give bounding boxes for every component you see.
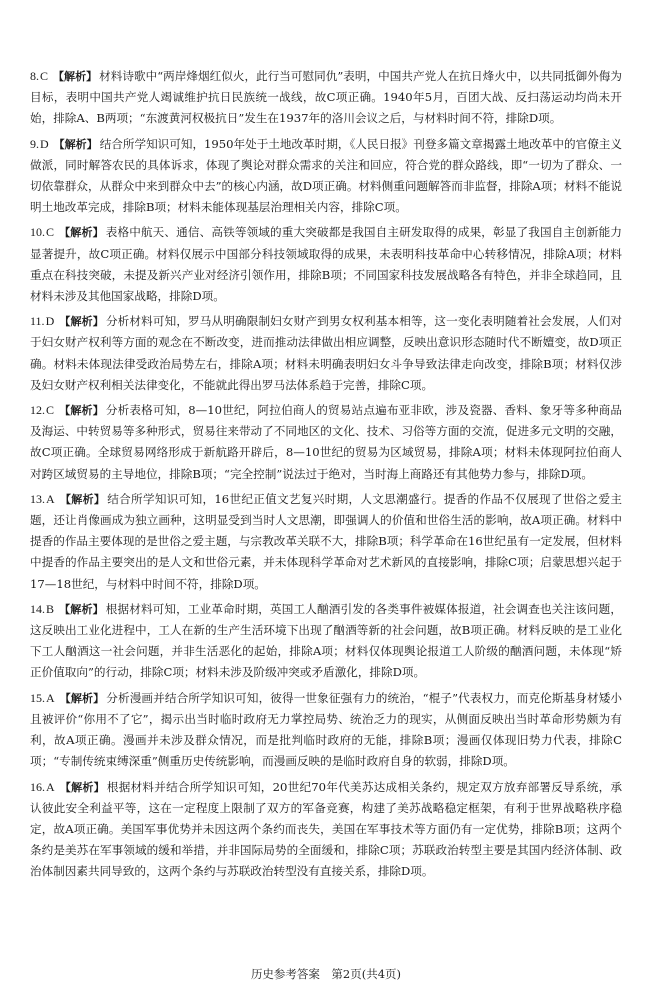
- item-answer: C: [46, 225, 55, 240]
- item-explanation: 分析材料可知，罗马从明确限制妇女财产到男女权利基本相等，这一变化表明随着社会发展，人们对于妇女财产权利等方面的观念在不断改变，进而推动法律做出相应调整，反映出意识形态随时代不断嬗变，故D项正确。材料未体现法律受政治局势左右，排除A项；材料未明确表明妇女斗争导致法律走向改变，排除B项；材料仅涉及妇女财产权利相关法律变化，不能就此得出罗马法体系趋于完善，排除C项。: [30, 314, 623, 392]
- item-answer: B: [46, 601, 55, 616]
- item-answer: D: [40, 136, 49, 151]
- item-number: 12.: [30, 403, 45, 418]
- item-explanation: 结合所学知识可知，1950年处于土地改革时期，《人民日报》刊登多篇文章揭露土地改革中的官僚主义做派，同时解答农民的具体诉求，体现了舆论对群众需求的关注和回应，符合党的群众路线，即“一切为了群众、一切依靠群众，从群众中来到群众中去”的核心内涵，故D项正确。材料侧重问题解答而非监督，排除A项；材料不能说明土地改革完成，排除B项；材料未能体现基层治理相关内容，排除C项。: [30, 136, 622, 215]
- answer-item-14: [30, 599, 622, 684]
- item-number: 9.: [30, 136, 39, 151]
- item-answer: C: [46, 403, 55, 418]
- item-number: 8.: [30, 69, 39, 83]
- answer-item-11: [30, 311, 622, 396]
- answer-item-12: [30, 400, 622, 485]
- answer-item-15: [30, 688, 622, 773]
- item-explanation: 结合所学知识可知，16世纪正值文艺复兴时期，人文思潮盛行。提香的作品不仅展现了世俗之爱主题，还让肖像画成为独立画种，这明显受到当时人文思潮，即强调人的价值和世俗生活的影响，故A项正确。材料中提香的作品主要体现的是世俗之爱主题，与宗教改革关联不大，排除B项；科学革命在16世纪虽有一定发展，但材料中提香的作品主要突出的是人文和世俗元素，并未体现科学革命对艺术新风的直接影响，排除C项；启蒙思想兴起于17—18世纪，与材料中时间不符，排除D项。: [30, 491, 622, 591]
- item-answer: C: [40, 69, 49, 83]
- item-answer: A: [46, 491, 55, 506]
- analysis-tag: 【解析】: [59, 602, 104, 616]
- item-answer: A: [46, 690, 55, 705]
- item-number: 13.: [30, 491, 45, 506]
- analysis-tag: 【解析】: [59, 315, 104, 329]
- item-answer: D: [45, 314, 55, 329]
- answer-item-8: [30, 66, 622, 130]
- answer-item-10: [30, 222, 622, 307]
- item-number: 15.: [30, 690, 45, 705]
- answer-item-13: [30, 489, 622, 595]
- analysis-tag: 【解析】: [53, 137, 98, 151]
- item-number: 16.: [30, 779, 45, 794]
- item-explanation: 表格中航天、通信、高铁等领域的重大突破都是我国自主研发取得的成果，彰显了我国自主创新能力显著提升，故C项正确。材料仅展示中国部分科技领域取得的成果，未表明科技革命中心转移情况，排除A项；材料重点在科技突破，未提及新兴产业对经济引领作用，排除B项；不同国家科技发展战略各有特色，并非全球趋同，且材料未涉及其他国家战略，排除D项。: [30, 225, 622, 304]
- item-explanation: 材料诗歌中“两岸烽烟红似火，此行当可慰同仇”表明，中国共产党人在抗日烽火中，以共同抵御外侮为目标，表明中国共产党人竭诚维护抗日民族统一战线，故C项正确。1940年5月，百团大战、反扫荡运动均尚未开始，排除A、B两项；“东渡黄河权极抗日”发生在1937年的洛川会议之后，与材料时间不符，排除D项。: [30, 69, 623, 126]
- item-explanation: 根据材料可知，工业革命时期，英国工人酗酒引发的各类事件被媒体报道，社会调查也关注该问题，这反映出工业化进程中，工人在新的生产生活环境下出现了酗酒等新的社会问题，故B项正确。材料反映的是工业化下工人酗酒这一社会问题，并非生活恶化的起始，排除A项；材料仅体现舆论报道工人阶级的酗酒问题，未体现“矫正价值取向”的行动，排除C项；材料未涉及阶级冲突或矛盾激化，排除D项。: [30, 601, 622, 680]
- analysis-tag: 【解析】: [59, 404, 104, 418]
- item-number: 11.: [30, 314, 45, 329]
- analysis-tag: 【解析】: [59, 226, 104, 240]
- answer-item-9: [30, 134, 622, 219]
- item-explanation: 分析漫画并结合所学知识可知，彼得一世象征强有力的统治，“棍子”代表权力，而克伦斯基身材矮小且被评价“你用不了它”，揭示出当时临时政府无力掌控局势、统治乏力的现实，从侧面反映出当时革命形势颇为有利，故A项正确。漫画并未涉及群众情况，而是批判临时政府的无能，排除B项；漫画仅体现旧势力代表，排除C项；“专制传统束缚深重”侧重历史传统影响，而漫画反映的是临时政府自身的软弱，排除D项。: [30, 690, 623, 769]
- analysis-tag: 【解析】: [59, 780, 105, 794]
- item-number: 14.: [30, 601, 45, 616]
- item-explanation: 分析表格可知，8—10世纪，阿拉伯商人的贸易站点遍布亚非欧，涉及瓷器、香料、象牙等多种商品及海运、中转贸易等多种形式，贸易往来带动了不同地区的文化、技术、习俗等方面的交流，促进多元文明的交融，故C项正确。全球贸易网络形成于新航路开辟后，8—10世纪的贸易为区域贸易，排除A项；材料未体现阿拉伯商人对跨区域贸易的主导地位，排除B项；“完全控制”说法过于绝对，当时海上商路还有其他势力参与，排除D项。: [30, 403, 622, 481]
- page-footer: 历史参考答案 第2页(共4页): [250, 967, 402, 981]
- item-explanation: 根据材料并结合所学知识可知，20世纪70年代美苏达成相关条约，规定双方放弃部署反导系统，承认彼此安全利益平等，这在一定程度上限制了双方的军备竞赛，构建了美苏战略稳定框架，有利于世界战略秩序稳定，故A项正确。美国军事优势并未因这两个条约而丧失，美国在军事技术等方面仍有一定优势，排除B项；这两个条约是美苏在军事领域的缓和举措，并非国际局势的全面缓和，排除C项；苏联政治转型主要是其国内经济体制、政治体制因素共同导致的，这两个条约与苏联政治转型没有直接关系，排除D项。: [30, 779, 623, 879]
- analysis-tag: 【解析】: [59, 492, 106, 506]
- analysis-tag: 【解析】: [53, 70, 98, 83]
- answer-item-16: [30, 777, 622, 883]
- item-answer: A: [46, 779, 55, 794]
- item-number: 10.: [30, 225, 45, 240]
- analysis-tag: 【解析】: [59, 691, 105, 705]
